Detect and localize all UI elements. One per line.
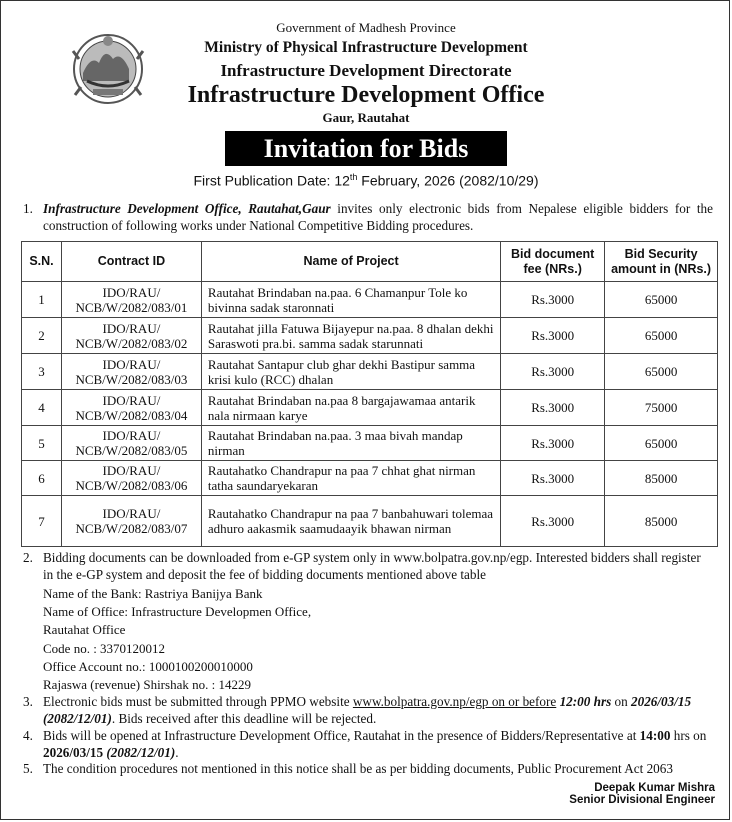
table-row	[22, 496, 718, 547]
table-header-row	[22, 242, 718, 282]
cell-fee: Rs.3000	[501, 496, 605, 547]
header-fee: Bid document fee (NRs.)	[501, 242, 605, 282]
bank-revenue: Rajaswa (revenue) Shirshak no. : 14229	[43, 677, 251, 693]
cell-project: Rautahat jilla Fatuwa Bijayepur na.paa. 8 dhalan dekhi Saraswoti pra.bi. samma sadak starunnati	[201, 318, 500, 354]
cell-project: Rautahat Brindaban na.paa. 6 Chamanpur Tole ko bivinna sadak staronnati	[201, 282, 500, 318]
cell-project: Rautahat Brindaban na.paa 8 bargajawamaa antarik nala nirmaan karye	[201, 390, 500, 426]
contract-id-number: NCB/W/2082/083/01	[75, 299, 188, 315]
cell-fee: Rs.3000	[501, 282, 605, 318]
invitation-banner: Invitation for Bids	[225, 131, 507, 166]
cell-fee: Rs.3000	[501, 318, 605, 354]
bank-code: Code no. : 3370120012	[43, 640, 166, 656]
contract-id-prefix: IDO/RAU/	[102, 320, 161, 336]
bank-office-location: Rautahat Office	[43, 622, 126, 638]
bank-name: Name of the Bank: Rastriya Banijya Bank	[43, 586, 263, 601]
office-title: Infrastructure Development Office	[187, 82, 545, 108]
directorate-line: Infrastructure Development Directorate	[220, 61, 512, 80]
cell-contract-id	[61, 282, 201, 318]
cell-sn: 1	[22, 282, 62, 318]
cell-security: 75000	[605, 390, 718, 426]
bolpatra-link[interactable]: www.bolpatra.gov.np/egp on or before	[352, 694, 557, 709]
table-row	[22, 461, 718, 496]
cell-sn: 3	[22, 354, 62, 390]
bank-office-name: Name of Office: Infrastructure Developmen Office,	[43, 604, 312, 620]
cell-project: Rautahat Santapur club ghar dekhi Bastipur samma krisi kulo (RCC) dhalan	[201, 354, 500, 390]
contract-id-number: NCB/W/2082/083/05	[75, 443, 188, 458]
intro-office-name: Infrastructure Development Office, Rautahat,Gaur	[43, 201, 331, 216]
government-line: Government of Madhesh Province	[276, 20, 456, 35]
cell-contract-id	[61, 426, 201, 461]
ministry-line: Ministry of Physical Infrastructure Development	[204, 39, 528, 56]
bank-details	[43, 585, 311, 694]
cell-sn: 4	[22, 390, 62, 426]
table-row	[22, 318, 718, 354]
cell-contract-id	[61, 461, 201, 496]
cell-fee: Rs.3000	[501, 461, 605, 496]
contract-id-prefix: IDO/RAU/	[102, 428, 161, 443]
cell-contract-id	[61, 390, 201, 426]
cell-project: Rautahat Brindaban na.paa. 3 maa bivah mandap nirman	[201, 426, 500, 461]
contract-id-number: NCB/W/2082/083/02	[75, 335, 188, 351]
cell-sn: 2	[22, 318, 62, 354]
cell-sn: 6	[22, 461, 62, 496]
header-contract-id: Contract ID	[61, 242, 201, 282]
cell-project: Rautahatko Chandrapur na paa 7 chhat ghat nirman tatha saundaryekaran	[201, 461, 500, 496]
cell-project: Rautahatko Chandrapur na paa 7 banbahuwari tolemaa adhuro aakasmik saamudaayik bhawan nirman	[201, 496, 500, 547]
bank-account: Office Account no.: 1000100200010000	[43, 658, 253, 674]
item-4: 4. Bids will be opened at Infrastructure Development Office, Rautahat in the presence of Bidders/Representative at 14:00 hrs on 2026/03/15 (2082/12/01).	[23, 728, 707, 760]
signature-block	[569, 782, 715, 806]
contract-id-prefix: IDO/RAU/	[102, 356, 161, 372]
header-project: Name of Project	[201, 242, 500, 282]
contract-id-prefix: IDO/RAU/	[102, 284, 161, 300]
cell-security: 65000	[605, 318, 718, 354]
contract-id-prefix: IDO/RAU/	[102, 392, 161, 408]
contract-id-prefix: IDO/RAU/	[102, 463, 161, 478]
table-row	[22, 282, 718, 318]
table-row	[22, 426, 718, 461]
header-security: Bid Security amount in (NRs.)	[605, 242, 718, 282]
item-5: 5. The condition procedures not mentioned in this notice shall be as per bidding documents, Public Procurement Act 2063	[23, 761, 673, 776]
signatory-title: Senior Divisional Engineer	[569, 794, 715, 806]
cell-fee: Rs.3000	[501, 354, 605, 390]
cell-sn: 7	[22, 496, 62, 547]
cell-fee: Rs.3000	[501, 426, 605, 461]
cell-security: 85000	[605, 496, 718, 547]
cell-security: 65000	[605, 282, 718, 318]
cell-security: 65000	[605, 354, 718, 390]
publication-date: First Publication Date: 12th February, 2026 (2082/10/29)	[193, 172, 539, 189]
header-sn: S.N.	[22, 242, 62, 282]
contract-id-number: NCB/W/2082/083/06	[75, 478, 188, 493]
cell-security: 65000	[605, 426, 718, 461]
contract-id-number: NCB/W/2082/083/07	[75, 521, 188, 536]
bids-table	[21, 241, 718, 547]
item-3: 3. Electronic bids must be submitted through PPMO website www.bolpatra.gov.np/egp on or before 12:00 hrs on 2026/03/15 (2082/12/01). Bids received after this deadline will be rejected.	[23, 694, 692, 726]
cell-sn: 5	[22, 426, 62, 461]
table-row	[22, 390, 718, 426]
cell-security: 85000	[605, 461, 718, 496]
contract-id-number: NCB/W/2082/083/03	[75, 371, 188, 387]
cell-contract-id	[61, 354, 201, 390]
item-2: 2. Bidding documents can be downloaded from e-GP system only in www.bolpatra.gov.np/egp. Interested bidders shall register in the e-GP system and deposit the fee of bidding documents mentioned above table	[23, 550, 701, 582]
cell-contract-id	[61, 496, 201, 547]
contract-id-prefix: IDO/RAU/	[102, 506, 161, 521]
cell-fee: Rs.3000	[501, 390, 605, 426]
intro-paragraph: 1. Infrastructure Development Office, Rautahat,Gaur invites only electronic bids from Nepalese eligible bidders for the construction of following works under National Competitive Bidding procedures.	[23, 201, 713, 233]
contract-id-number: NCB/W/2082/083/04	[75, 407, 188, 423]
office-location: Gaur, Rautahat	[322, 110, 410, 125]
table-row	[22, 354, 718, 390]
signatory-name: Deepak Kumar Mishra	[594, 782, 715, 794]
cell-contract-id	[61, 318, 201, 354]
